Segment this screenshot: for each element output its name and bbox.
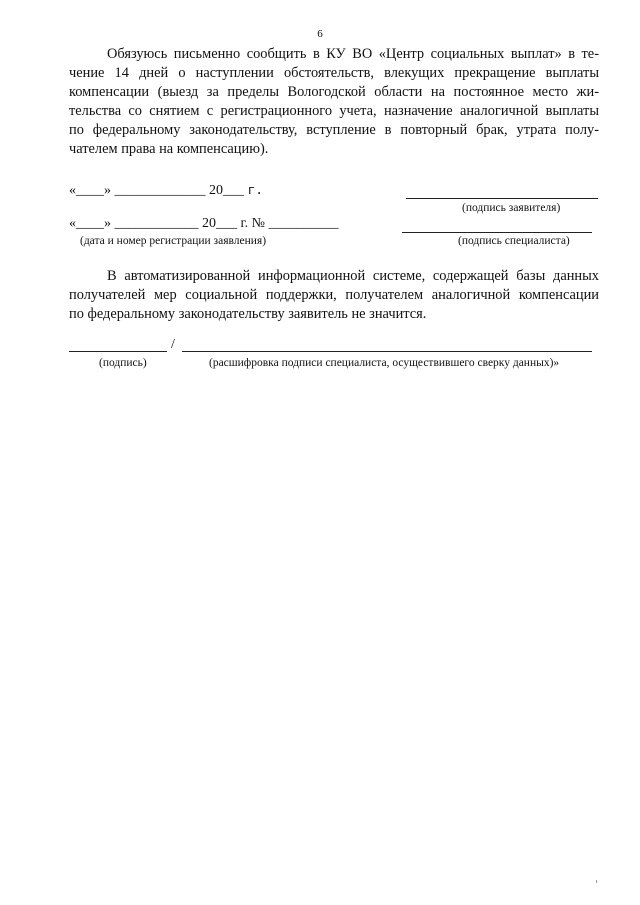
obligation-line: Обязуюсь письменно сообщить в КУ ВО «Центр социальных выплат» в те- [107,46,599,62]
signature-decode-line [182,351,592,352]
verification-line: по федеральному законодательству заявитель не значится. [69,306,427,322]
year-field: 20___ [202,216,237,231]
obligation-line: по федеральному законодательству, вступление в повторный брак, утрата полу- [69,122,599,138]
obligation-line: чение 14 дней о наступлении обстоятельств, влекущих прекращение выплаты [69,65,599,81]
verification-line: В автоматизированной информационной системе, содержащей базы данных [107,268,599,284]
day-field: «____» [69,183,111,198]
page-number: 6 [317,28,323,40]
registration-date-row [69,216,339,232]
signature-line [69,351,167,352]
obligation-line: тельства со снятием с регистрационного учета, назначение аналогичной выплаты [69,103,599,119]
signature-decode-caption: (расшифровка подписи специалиста, осуществившего сверку данных)» [209,357,560,369]
specialist-signature-caption: (подпись специалиста) [458,235,570,247]
scan-mark [596,880,597,883]
number-field: __________ [268,216,339,231]
signature-separator: / [171,337,175,352]
applicant-signature-line [406,198,598,199]
month-field: ____________ [114,216,199,231]
verification-line: получателей мер социальной поддержки, получателем аналогичной компенсации [69,287,599,303]
day-field: «____» [69,216,111,231]
specialist-signature-line [402,232,592,233]
obligation-paragraph [69,45,599,159]
year-field: 20___ [209,183,244,198]
verification-paragraph [69,267,599,324]
application-date-row [69,183,263,199]
year-suffix: г. [247,183,264,198]
obligation-line: компенсации (выезд за пределы Вологодской области на постоянное место жи- [69,84,599,100]
signature-caption: (подпись) [99,357,147,369]
month-field: _____________ [114,183,206,198]
applicant-signature-caption: (подпись заявителя) [462,202,561,214]
registration-caption: (дата и номер регистрации заявления) [80,235,267,247]
obligation-line: чателем права на компенсацию). [69,141,269,157]
number-label: г. № [240,216,266,231]
